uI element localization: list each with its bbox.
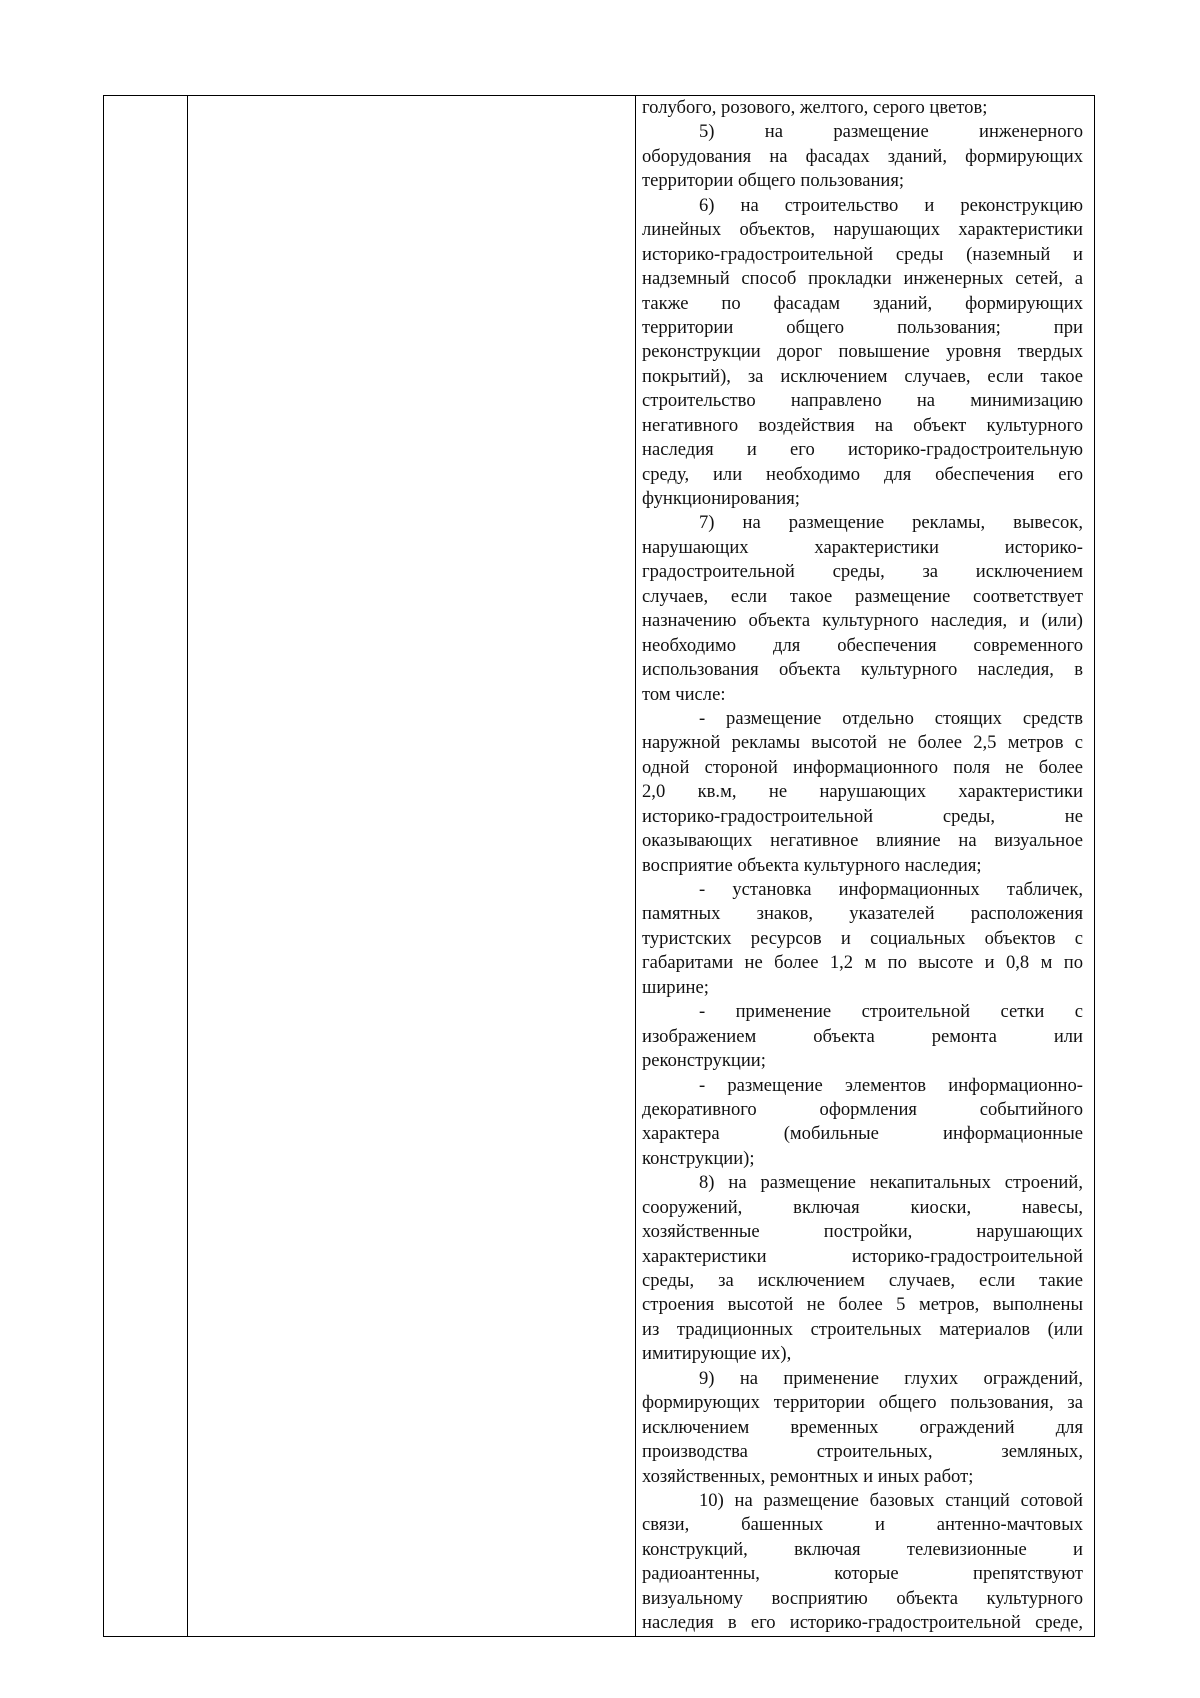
text-line: нарушающих характеристики историко- [642,536,1083,558]
text-line: линейных объектов, нарушающих характеристики [642,219,1083,241]
text-line: хозяйственные постройки, нарушающих [642,1221,1083,1243]
text-line: одной стороной информационного поля не более [642,756,1083,778]
text-line: градостроительной среды, за исключением [642,561,1083,583]
text-line: историко-градостроительной среды, не [642,805,1083,827]
text-line: случаев, если такое размещение соответствует [642,585,1083,607]
text-line: имитирующие их), [642,1343,792,1365]
column-divider-1 [187,96,188,1636]
text-line: строения высотой не более 5 метров, выполнены [642,1294,1083,1316]
text-line: назначению объекта культурного наследия, и (или) [642,610,1083,632]
text-line: формирующих территории общего пользования, за [642,1392,1083,1414]
text-line: надземный способ прокладки инженерных сетей, а [642,268,1083,290]
text-line: связи, башенных и антенно-мачтовых [642,1514,1083,1536]
text-line: наследия в его историко-градостроительной среде, [642,1612,1083,1634]
text-line: 8) на размещение некапитальных строений, [699,1172,1083,1194]
text-line: - установка информационных табличек, [699,879,1083,900]
text-line: сооружений, включая киоски, навесы, [642,1196,1083,1218]
text-line: 6) на строительство и реконструкцию [699,194,1083,216]
text-line: габаритами не более 1,2 м по высоте и 0,8 м по [642,952,1083,974]
text-line: - применение строительной сетки с [699,1001,1083,1023]
text-line: территории общего пользования; [642,170,905,192]
text-line: том числе: [642,683,726,705]
text-line: производства строительных, земляных, [642,1441,1083,1463]
text-line: необходимо для обеспечения современного [642,634,1083,656]
text-line: характеристики историко-градостроительной [642,1245,1083,1267]
text-line: использования объекта культурного наследия, в [642,659,1083,681]
text-line: изображением объекта ремонта или [642,1025,1083,1047]
text-line: также по фасадам зданий, формирующих [642,292,1083,314]
text-line: визуальному восприятию объекта культурного [642,1587,1083,1609]
text-line: наследия и его историко-градостроительную [642,439,1083,461]
text-line: - размещение отдельно стоящих средств [699,707,1083,729]
text-line: 9) на применение глухих ограждений, [699,1367,1083,1389]
text-line: негативного воздействия на объект культурного [642,414,1083,436]
text-line: конструкций, включая телевизионные и [642,1538,1083,1560]
text-line: оказывающих негативное влияние на визуальное [642,830,1083,852]
text-line: среду, или необходимо для обеспечения его [642,463,1083,485]
text-line: хозяйственных, ремонтных и иных работ; [642,1465,974,1487]
text-line: восприятие объекта культурного наследия; [642,854,982,876]
text-line: голубого, розового, желтого, серого цветов; [642,97,988,118]
text-line: радиоантенны, которые препятствуют [642,1563,1083,1585]
text-line: из традиционных строительных материалов (или [642,1318,1083,1340]
text-line: функционирования; [642,488,800,509]
text-line: 7) на размещение рекламы, вывесок, [699,512,1083,534]
text-line: 10) на размещение базовых станций сотовой [699,1489,1083,1511]
text-line: реконструкции; [642,1050,766,1072]
text-line: среды, за исключением случаев, если такие [642,1270,1083,1291]
text-line: памятных знаков, указателей расположения [642,903,1083,925]
text-line: строительство направлено на минимизацию [642,390,1083,412]
requirements-text-cell [642,96,1083,1636]
text-line: ширине; [642,976,709,998]
column-divider-2 [635,96,636,1636]
text-line: декоративного оформления событийного [642,1098,1083,1120]
text-line: покрытий), за исключением случаев, если такое [642,365,1083,387]
text-line: исключением временных ограждений для [642,1416,1083,1438]
text-line: - размещение элементов информационно- [699,1074,1083,1096]
text-line: характера (мобильные информационные [642,1123,1083,1145]
text-line: реконструкции дорог повышение уровня твердых [642,341,1083,363]
text-line: конструкции); [642,1147,755,1169]
text-line: 2,0 кв.м, не нарушающих характеристики [642,781,1083,803]
text-line: оборудования на фасадах зданий, формирующих [642,145,1083,167]
text-line: историко-градостроительной среды (наземный и [642,243,1083,265]
text-line: 5) на размещение инженерного [699,121,1083,143]
text-line: наружной рекламы высотой не более 2,5 метров с [642,732,1083,754]
text-line: территории общего пользования; при [642,316,1083,338]
text-line: туристских ресурсов и социальных объектов с [642,927,1083,949]
